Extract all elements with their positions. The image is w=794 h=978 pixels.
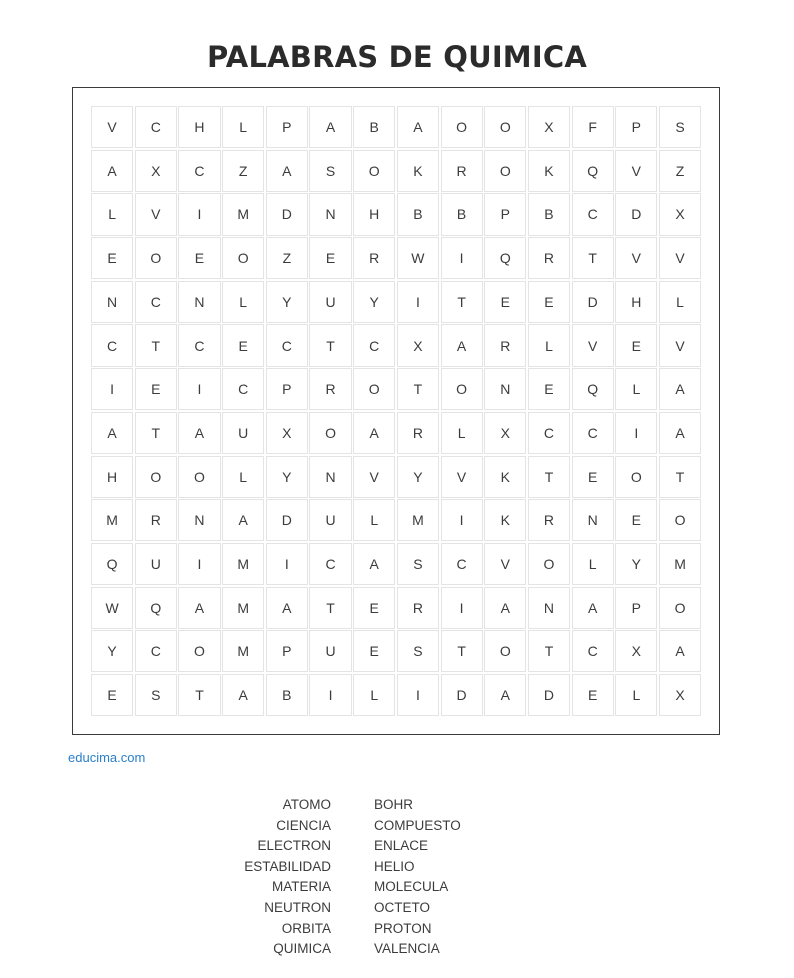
grid-cell[interactable]: B — [397, 193, 439, 235]
grid-cell[interactable]: O — [441, 368, 483, 410]
grid-cell[interactable]: E — [91, 674, 133, 716]
grid-cell[interactable]: T — [309, 324, 351, 366]
grid-cell[interactable]: O — [178, 630, 220, 672]
word-item: COMPUESTO — [374, 817, 461, 833]
grid-cell[interactable]: O — [309, 412, 351, 454]
grid-cell[interactable]: A — [659, 630, 701, 672]
grid-cell[interactable]: S — [135, 674, 177, 716]
grid-cell[interactable]: A — [353, 412, 395, 454]
grid-cell[interactable]: E — [91, 237, 133, 279]
grid-cell[interactable]: Q — [484, 237, 526, 279]
grid-cell[interactable]: M — [222, 587, 264, 629]
grid-cell[interactable]: R — [484, 324, 526, 366]
page-title: PALABRAS DE QUIMICA — [207, 40, 587, 74]
grid-cell[interactable]: O — [484, 630, 526, 672]
word-item: VALENCIA — [374, 941, 440, 957]
grid-cell[interactable]: T — [441, 630, 483, 672]
grid-cell[interactable]: E — [572, 456, 614, 498]
grid-cell[interactable]: T — [528, 630, 570, 672]
grid-cell[interactable]: E — [135, 368, 177, 410]
grid-cell[interactable]: C — [572, 193, 614, 235]
grid-cell[interactable]: C — [441, 543, 483, 585]
word-list-row — [0, 900, 794, 921]
grid-cell[interactable]: V — [91, 106, 133, 148]
word-list-row — [0, 859, 794, 880]
grid-cell[interactable]: T — [528, 456, 570, 498]
grid-cell[interactable]: I — [178, 193, 220, 235]
grid-cell[interactable]: A — [484, 674, 526, 716]
word-item: ORBITA — [281, 920, 331, 936]
grid-cell[interactable]: M — [222, 543, 264, 585]
grid-cell[interactable]: R — [353, 237, 395, 279]
word-list — [0, 797, 794, 962]
grid-cell[interactable]: X — [659, 193, 701, 235]
grid-cell[interactable]: I — [309, 674, 351, 716]
grid-cell[interactable]: R — [528, 499, 570, 541]
grid-cell[interactable]: X — [528, 106, 570, 148]
grid-cell[interactable]: E — [615, 499, 657, 541]
grid-cell[interactable]: A — [397, 106, 439, 148]
grid-cell[interactable]: V — [135, 193, 177, 235]
grid-cell[interactable]: K — [484, 456, 526, 498]
grid-cell[interactable]: U — [309, 630, 351, 672]
word-item: MOLECULA — [374, 879, 449, 895]
grid-cell[interactable]: C — [528, 412, 570, 454]
grid-cell[interactable]: V — [615, 150, 657, 192]
grid-cell[interactable]: E — [353, 587, 395, 629]
grid-cell[interactable]: C — [135, 630, 177, 672]
grid-cell[interactable]: D — [528, 674, 570, 716]
grid-cell[interactable]: S — [309, 150, 351, 192]
grid-cell[interactable]: A — [91, 412, 133, 454]
grid-cell[interactable]: A — [222, 674, 264, 716]
grid-cell[interactable]: H — [178, 106, 220, 148]
grid-cell[interactable]: X — [615, 630, 657, 672]
grid-cell[interactable]: N — [572, 499, 614, 541]
grid-cell[interactable]: D — [441, 674, 483, 716]
grid-cell[interactable]: I — [266, 543, 308, 585]
grid-cell[interactable]: B — [266, 674, 308, 716]
grid-cell[interactable]: L — [528, 324, 570, 366]
grid-cell[interactable]: A — [441, 324, 483, 366]
grid-cell[interactable]: O — [615, 456, 657, 498]
grid-cell[interactable]: Y — [266, 456, 308, 498]
grid-cell[interactable]: Y — [353, 281, 395, 323]
grid-cell[interactable]: R — [528, 237, 570, 279]
grid-cell[interactable]: O — [135, 237, 177, 279]
grid-cell[interactable]: N — [484, 368, 526, 410]
grid-cell[interactable]: A — [659, 368, 701, 410]
grid-cell[interactable]: R — [309, 368, 351, 410]
grid-cell[interactable]: X — [484, 412, 526, 454]
grid-cell[interactable]: A — [178, 412, 220, 454]
grid-cell[interactable]: O — [484, 150, 526, 192]
grid-cell[interactable]: X — [266, 412, 308, 454]
letter-grid — [91, 106, 701, 716]
grid-cell[interactable]: V — [441, 456, 483, 498]
grid-cell[interactable]: V — [353, 456, 395, 498]
grid-cell[interactable]: L — [615, 368, 657, 410]
grid-cell[interactable]: U — [222, 412, 264, 454]
grid-cell[interactable]: E — [572, 674, 614, 716]
grid-cell[interactable]: C — [222, 368, 264, 410]
grid-cell[interactable]: R — [397, 412, 439, 454]
grid-cell[interactable]: E — [528, 281, 570, 323]
grid-cell[interactable]: N — [309, 193, 351, 235]
grid-cell[interactable]: O — [353, 150, 395, 192]
word-item: QUIMICA — [273, 941, 331, 957]
grid-cell[interactable]: O — [528, 543, 570, 585]
grid-cell[interactable]: F — [572, 106, 614, 148]
grid-cell[interactable]: K — [397, 150, 439, 192]
grid-cell[interactable]: K — [484, 499, 526, 541]
grid-cell[interactable]: I — [397, 281, 439, 323]
grid-cell[interactable]: V — [659, 324, 701, 366]
grid-cell[interactable]: X — [397, 324, 439, 366]
grid-cell[interactable]: I — [91, 368, 133, 410]
grid-cell[interactable]: Y — [91, 630, 133, 672]
grid-cell[interactable]: V — [615, 237, 657, 279]
grid-cell[interactable]: W — [91, 587, 133, 629]
grid-cell[interactable]: H — [353, 193, 395, 235]
grid-cell[interactable]: D — [572, 281, 614, 323]
word-item: MATERIA — [271, 879, 331, 895]
grid-cell[interactable]: C — [353, 324, 395, 366]
grid-cell[interactable]: I — [441, 499, 483, 541]
word-item: ATOMO — [282, 797, 331, 812]
grid-cell[interactable]: A — [353, 543, 395, 585]
grid-cell[interactable]: O — [484, 106, 526, 148]
grid-cell[interactable]: E — [615, 324, 657, 366]
grid-cell[interactable]: Y — [397, 456, 439, 498]
grid-cell[interactable]: C — [178, 324, 220, 366]
word-list-row — [0, 941, 794, 962]
word-list-row — [0, 818, 794, 839]
grid-cell[interactable]: U — [309, 281, 351, 323]
word-list-row — [0, 879, 794, 900]
word-item: OCTETO — [374, 899, 431, 915]
brand-link[interactable]: educima.com — [68, 750, 146, 765]
grid-cell[interactable]: A — [484, 587, 526, 629]
grid-cell[interactable]: D — [615, 193, 657, 235]
grid-cell[interactable]: T — [572, 237, 614, 279]
word-item: CIENCIA — [276, 817, 331, 833]
grid-cell[interactable]: S — [397, 543, 439, 585]
grid-cell[interactable]: L — [572, 543, 614, 585]
grid-cell[interactable]: L — [353, 674, 395, 716]
grid-cell[interactable]: N — [178, 281, 220, 323]
grid-cell[interactable]: O — [659, 587, 701, 629]
word-item: ESTABILIDAD — [244, 858, 331, 874]
grid-cell[interactable]: E — [222, 324, 264, 366]
grid-cell[interactable]: H — [91, 456, 133, 498]
grid-cell[interactable]: Y — [266, 281, 308, 323]
grid-cell[interactable]: Z — [659, 150, 701, 192]
word-list-row — [0, 797, 794, 818]
grid-cell[interactable]: B — [528, 193, 570, 235]
grid-cell[interactable]: C — [135, 106, 177, 148]
grid-cell[interactable]: L — [91, 193, 133, 235]
word-list-row — [0, 838, 794, 859]
grid-cell[interactable]: O — [178, 456, 220, 498]
grid-cell[interactable]: A — [572, 587, 614, 629]
grid-cell[interactable]: C — [309, 543, 351, 585]
grid-cell[interactable]: I — [397, 674, 439, 716]
grid-cell[interactable]: K — [528, 150, 570, 192]
grid-cell[interactable]: Z — [266, 237, 308, 279]
grid-cell[interactable]: Q — [91, 543, 133, 585]
grid-cell[interactable]: O — [353, 368, 395, 410]
grid-cell[interactable]: O — [441, 106, 483, 148]
grid-cell[interactable]: I — [441, 237, 483, 279]
grid-cell[interactable]: S — [397, 630, 439, 672]
grid-cell[interactable]: U — [135, 543, 177, 585]
grid-cell[interactable]: T — [135, 324, 177, 366]
grid-cell[interactable]: A — [178, 587, 220, 629]
grid-cell[interactable]: M — [91, 499, 133, 541]
grid-cell[interactable]: R — [397, 587, 439, 629]
word-list-row — [0, 921, 794, 942]
grid-cell[interactable]: R — [135, 499, 177, 541]
grid-cell[interactable]: T — [659, 456, 701, 498]
grid-cell[interactable]: N — [178, 499, 220, 541]
grid-cell[interactable]: L — [441, 412, 483, 454]
grid-cell[interactable]: V — [659, 237, 701, 279]
grid-cell[interactable]: Q — [572, 368, 614, 410]
grid-cell[interactable]: I — [615, 412, 657, 454]
grid-cell[interactable]: T — [441, 281, 483, 323]
word-item: ENLACE — [374, 838, 429, 854]
grid-cell[interactable]: V — [484, 543, 526, 585]
grid-cell[interactable]: D — [266, 499, 308, 541]
grid-cell[interactable]: L — [615, 674, 657, 716]
grid-cell[interactable]: E — [528, 368, 570, 410]
grid-cell[interactable]: L — [222, 456, 264, 498]
grid-cell[interactable]: L — [222, 281, 264, 323]
word-item: ELECTRON — [257, 838, 331, 854]
grid-cell[interactable]: Q — [572, 150, 614, 192]
grid-cell[interactable]: S — [659, 106, 701, 148]
grid-cell[interactable]: O — [222, 237, 264, 279]
grid-cell[interactable]: C — [266, 324, 308, 366]
grid-cell[interactable]: U — [309, 499, 351, 541]
grid-cell[interactable]: T — [309, 587, 351, 629]
grid-cell[interactable]: C — [91, 324, 133, 366]
grid-cell[interactable]: P — [266, 368, 308, 410]
grid-cell[interactable]: L — [222, 106, 264, 148]
grid-cell[interactable]: Q — [135, 587, 177, 629]
grid-cell[interactable]: D — [266, 193, 308, 235]
grid-cell[interactable]: N — [528, 587, 570, 629]
grid-cell[interactable]: M — [397, 499, 439, 541]
grid-cell[interactable]: P — [615, 106, 657, 148]
grid-cell[interactable]: A — [659, 412, 701, 454]
grid-cell[interactable]: H — [615, 281, 657, 323]
grid-cell[interactable]: C — [572, 630, 614, 672]
grid-cell[interactable]: R — [441, 150, 483, 192]
grid-cell[interactable]: P — [615, 587, 657, 629]
word-item: HELIO — [374, 858, 415, 874]
grid-cell[interactable]: B — [441, 193, 483, 235]
grid-cell[interactable]: E — [353, 630, 395, 672]
word-item: BOHR — [374, 797, 414, 812]
grid-cell[interactable]: B — [353, 106, 395, 148]
grid-cell[interactable]: E — [309, 237, 351, 279]
grid-cell[interactable]: T — [397, 368, 439, 410]
grid-cell[interactable]: L — [659, 281, 701, 323]
grid-cell[interactable]: C — [572, 412, 614, 454]
grid-cell[interactable]: P — [266, 106, 308, 148]
grid-cell[interactable]: A — [266, 150, 308, 192]
grid-cell[interactable]: T — [178, 674, 220, 716]
grid-cell[interactable]: O — [135, 456, 177, 498]
grid-cell[interactable]: N — [309, 456, 351, 498]
grid-cell[interactable]: M — [222, 630, 264, 672]
grid-cell[interactable]: V — [572, 324, 614, 366]
grid-cell[interactable]: W — [397, 237, 439, 279]
grid-cell[interactable]: E — [484, 281, 526, 323]
word-item: NEUTRON — [264, 899, 331, 915]
grid-cell[interactable]: C — [178, 150, 220, 192]
grid-cell[interactable]: M — [222, 193, 264, 235]
grid-cell[interactable]: M — [659, 543, 701, 585]
grid-cell[interactable]: Z — [222, 150, 264, 192]
grid-cell[interactable]: L — [353, 499, 395, 541]
grid-cell[interactable]: A — [222, 499, 264, 541]
grid-cell[interactable]: A — [91, 150, 133, 192]
grid-cell[interactable]: E — [178, 237, 220, 279]
grid-cell[interactable]: T — [135, 412, 177, 454]
grid-cell[interactable]: C — [135, 281, 177, 323]
grid-cell[interactable]: I — [178, 543, 220, 585]
grid-cell[interactable]: X — [659, 674, 701, 716]
grid-cell[interactable]: X — [135, 150, 177, 192]
grid-cell[interactable]: A — [309, 106, 351, 148]
word-search-board — [72, 87, 720, 735]
grid-cell[interactable]: O — [659, 499, 701, 541]
grid-cell[interactable]: Y — [615, 543, 657, 585]
grid-cell[interactable]: P — [266, 630, 308, 672]
grid-cell[interactable]: P — [484, 193, 526, 235]
grid-cell[interactable]: I — [441, 587, 483, 629]
grid-cell[interactable]: I — [178, 368, 220, 410]
grid-cell[interactable]: A — [266, 587, 308, 629]
grid-cell[interactable]: N — [91, 281, 133, 323]
word-item: PROTON — [374, 920, 432, 936]
